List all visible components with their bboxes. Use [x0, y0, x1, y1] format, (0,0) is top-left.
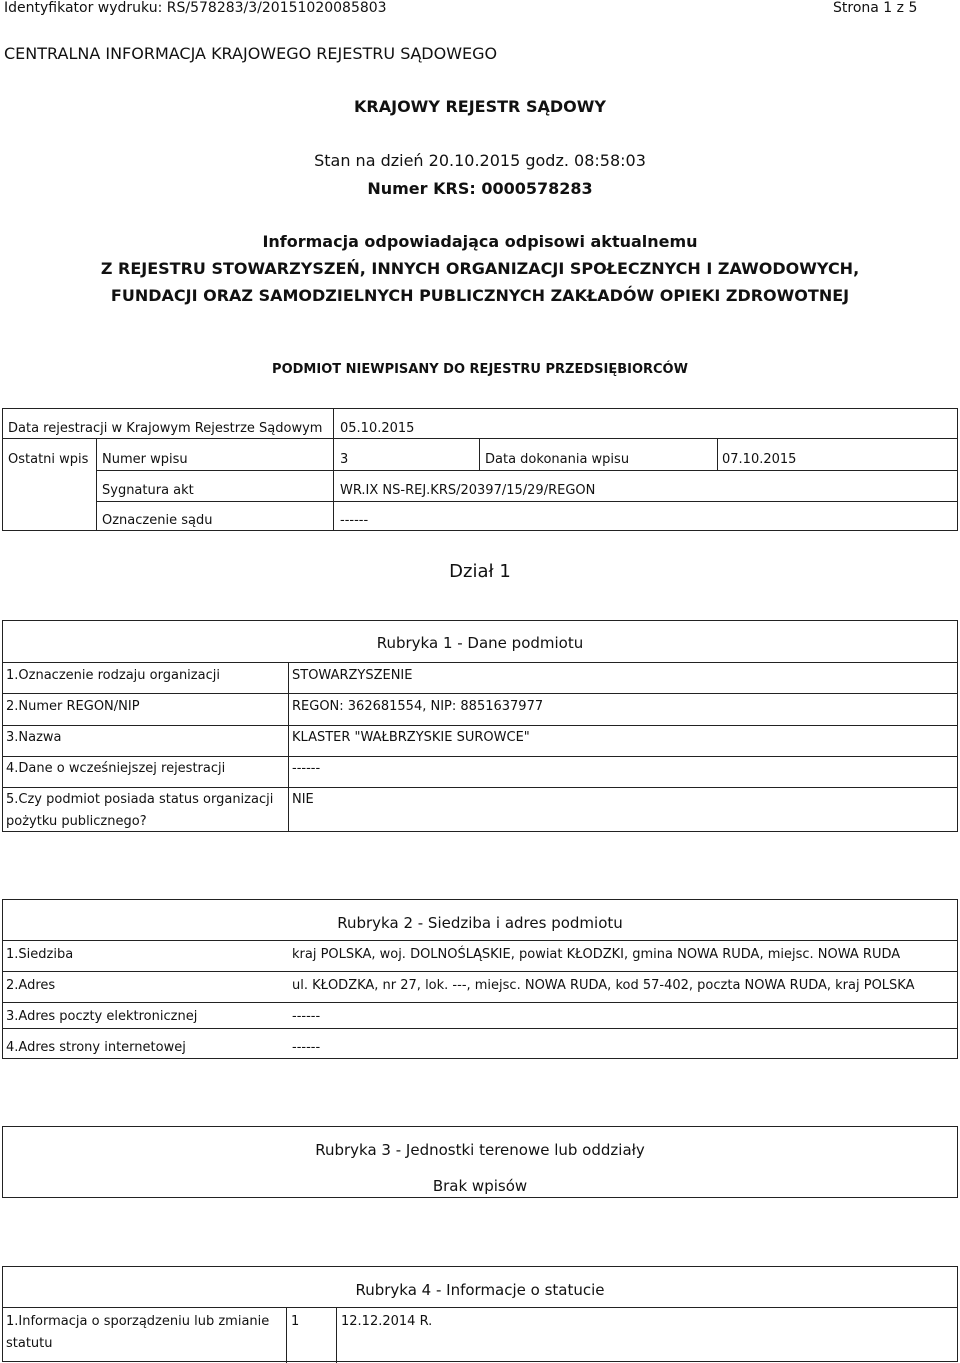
- r1-row1-label: 1.Oznaczenie rodzaju organizacji: [6, 668, 220, 683]
- page-number: Strona 1 z 5: [833, 0, 918, 16]
- r1-row4-label: 4.Dane o wcześniejszej rejestracji: [6, 761, 226, 776]
- info-line-1: Informacja odpowiadająca odpisowi aktualnemu: [262, 232, 698, 251]
- r2-row3-value: ------: [292, 1009, 321, 1024]
- register-title: KRAJOWY REJESTR SĄDOWY: [354, 97, 606, 116]
- rubric-3-title: Rubryka 3 - Jednostki terenowe lub oddziały: [315, 1141, 645, 1159]
- court-label: Oznaczenie sądu: [102, 513, 213, 528]
- entity-note: PODMIOT NIEWPISANY DO REJESTRU PRZEDSIĘBIORCÓW: [272, 362, 688, 377]
- info-line-3: FUNDACJI ORAZ SAMODZIELNYCH PUBLICZNYCH ZAKŁADÓW OPIEKI ZDROWOTNEJ: [110, 286, 850, 305]
- r2-row2-label: 2.Adres: [6, 978, 56, 993]
- institution-name: CENTRALNA INFORMACJA KRAJOWEGO REJESTRU SĄDOWEGO: [4, 44, 498, 63]
- r4-row1-label-line1: 1.Informacja o sporządzeniu lub zmianie: [6, 1314, 270, 1329]
- registration-date-value: 05.10.2015: [340, 421, 415, 436]
- entry-date-label: Data dokonania wpisu: [485, 452, 630, 467]
- r2-row1-value: kraj POLSKA, woj. DOLNOŚLĄSKIE, powiat KŁODZKI, gmina NOWA RUDA, miejsc. NOWA RUDA: [292, 947, 901, 962]
- r1-row5-label-line2: pożytku publicznego?: [6, 814, 147, 829]
- r4-row1-value: 12.12.2014 R.: [341, 1314, 433, 1329]
- r2-row4-label: 4.Adres strony internetowej: [6, 1040, 186, 1055]
- r4-row1-number: 1: [291, 1314, 300, 1329]
- krs-number: Numer KRS: 0000578283: [367, 179, 593, 198]
- r1-row1-value: STOWARZYSZENIE: [292, 668, 413, 683]
- signature-value: WR.IX NS-REJ.KRS/20397/15/29/REGON: [340, 483, 596, 498]
- info-line-2: Z REJESTRU STOWARZYSZEŃ, INNYCH ORGANIZACJI SPOŁECZNYCH I ZAWODOWYCH,: [100, 259, 860, 278]
- section-title: Dział 1: [449, 561, 511, 582]
- rubric-2-title: Rubryka 2 - Siedziba i adres podmiotu: [337, 914, 623, 932]
- r1-row3-value: KLASTER "WAŁBRZYSKIE SUROWCE": [292, 730, 530, 745]
- r1-row3-label: 3.Nazwa: [6, 730, 62, 745]
- r1-row2-value: REGON: 362681554, NIP: 8851637977: [292, 699, 544, 714]
- entry-date-value: 07.10.2015: [722, 452, 797, 467]
- r1-row4-value: ------: [292, 761, 321, 776]
- print-identifier: Identyfikator wydruku: RS/578283/3/20151020085803: [4, 0, 387, 16]
- rubric-3-empty: Brak wpisów: [432, 1177, 528, 1195]
- signature-label: Sygnatura akt: [102, 483, 194, 498]
- state-date: Stan na dzień 20.10.2015 godz. 08:58:03: [314, 151, 646, 170]
- r1-row5-label-line1: 5.Czy podmiot posiada status organizacji: [6, 792, 274, 807]
- registration-date-label: Data rejestracji w Krajowym Rejestrze Sądowym: [8, 421, 323, 436]
- r2-row4-value: ------: [292, 1040, 321, 1055]
- r2-row1-label: 1.Siedziba: [6, 947, 74, 962]
- entry-number-value: 3: [340, 452, 349, 467]
- entry-number-label: Numer wpisu: [102, 452, 188, 467]
- r1-row5-value: NIE: [292, 792, 314, 807]
- r4-row1-label-line2: statutu: [6, 1336, 53, 1351]
- r2-row3-label: 3.Adres poczty elektronicznej: [6, 1009, 198, 1024]
- rubric-4-title: Rubryka 4 - Informacje o statucie: [355, 1281, 605, 1299]
- r2-row2-value: ul. KŁODZKA, nr 27, lok. ---, miejsc. NOWA RUDA, kod 57-402, poczta NOWA RUDA, kraj POLSKA: [292, 978, 915, 993]
- last-entry-label: Ostatni wpis: [8, 452, 89, 467]
- r1-row2-label: 2.Numer REGON/NIP: [6, 699, 140, 714]
- rubric-1-title: Rubryka 1 - Dane podmiotu: [376, 634, 584, 652]
- court-value: ------: [340, 513, 369, 528]
